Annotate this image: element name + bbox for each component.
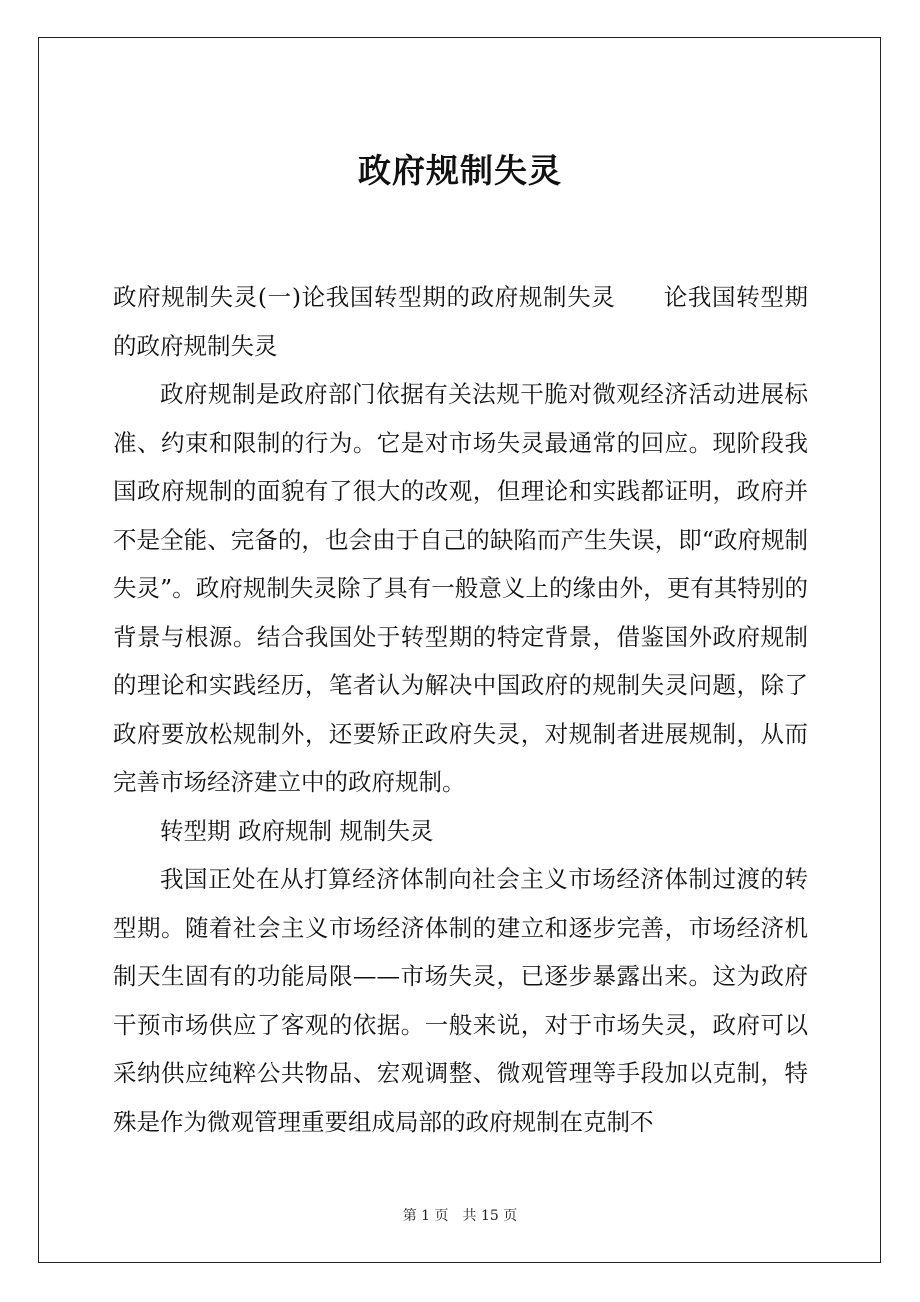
paragraph-2: 我国正处在从打算经济体制向社会主义市场经济体制过渡的转型期。随着社会主义市场经济体制的建立和逐步完善，市场经济机制天生固有的功能局限——市场失灵，已逐步暴露出来。这为政府干预市场供应了客观的依据。一般来说，对于市场失灵，政府可以采纳供应纯粹公共物品、宏观调整、微观管理等手段加以克制，特殊是作为微观管理重要组成局部的政府规制在克制不 — [113, 865, 808, 1136]
page-number-footer: 第 1 页 共 15 页 — [402, 1208, 518, 1224]
intro-paragraph: 政府规制失灵(一)论我国转型期的政府规制失灵 论我国转型期的政府规制失灵 — [113, 283, 808, 360]
document-body — [113, 273, 808, 1146]
keywords-line: 转型期 政府规制 规制失灵 — [160, 816, 434, 845]
document-title: 政府规制失灵 — [358, 151, 562, 190]
paragraph-1: 政府规制是政府部门依据有关法规干脆对微观经济活动进展标准、约束和限制的行为。它是对市场失灵最通常的回应。现阶段我国政府规制的面貌有了很大的改观，但理论和实践都证明，政府并不是全能、完备的，也会由于自己的缺陷而产生失误，即“政府规制失灵”。政府规制失灵除了具有一般意义上的缘由外，更有其特别的背景与根源。结合我国处于转型期的特定背景，借鉴国外政府规制的理论和实践经历，笔者认为解决中国政府的规制失灵问题，除了政府要放松规制外，还要矫正政府失灵，对规制者进展规制，从而完善市场经济建立中的政府规制。 — [113, 380, 808, 796]
